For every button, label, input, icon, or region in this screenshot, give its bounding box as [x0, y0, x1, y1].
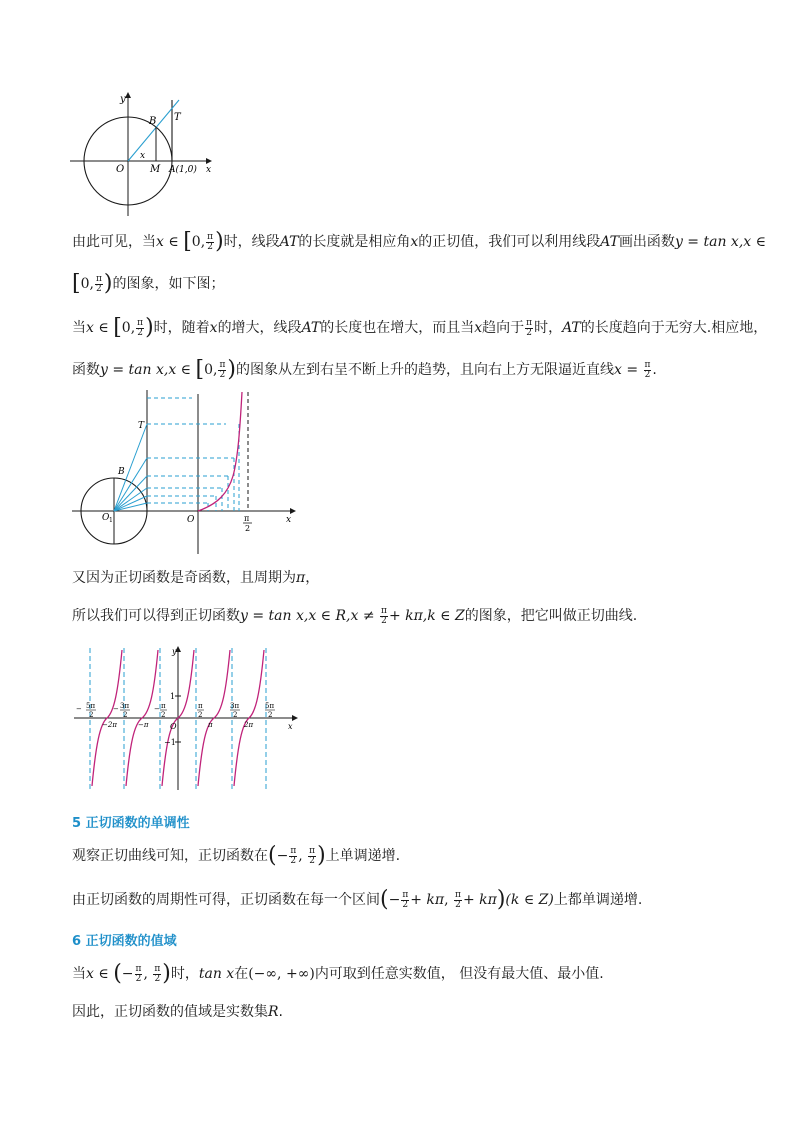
- math-range: (−∞, +∞): [248, 966, 315, 982]
- label-O1: O: [102, 513, 110, 523]
- svg-text:3π: 3π: [120, 702, 130, 710]
- math-comma: ,: [143, 966, 148, 982]
- text: 上单调递增.: [325, 848, 401, 864]
- text: 的图象从左到右呈不断上升的趋势，且向右上方无限逼近直线: [235, 362, 614, 378]
- fraction-pi-over-2: $\frac{\pi}{2}$: [135, 963, 142, 984]
- math-minus: −: [388, 892, 401, 908]
- paragraph-4: [72, 568, 319, 588]
- fraction-pi-over-2: $\frac{\pi}{2}$: [402, 889, 409, 910]
- horizontal-dashed-lines: [147, 398, 234, 503]
- svg-text:2: 2: [161, 711, 166, 719]
- label-B: B: [149, 116, 157, 127]
- math-k-in-Z: (k ∈ Z): [505, 892, 554, 908]
- math-x-equals: x =: [613, 362, 639, 378]
- math-in: ∈: [98, 966, 109, 982]
- math-k-pi: + kπ: [410, 892, 445, 908]
- section-6-paragraph-2: [72, 1002, 283, 1022]
- text: 的增大，线段: [217, 320, 302, 336]
- paragraph-2: [72, 315, 768, 340]
- fraction-pi-over-2: $\frac{\pi}{2}$: [309, 845, 316, 866]
- svg-text:5π: 5π: [265, 702, 275, 710]
- svg-text:π: π: [208, 721, 213, 729]
- label-pi: π: [244, 514, 250, 523]
- bracket: [: [72, 271, 81, 296]
- fraction-pi-over-2: $\frac{\pi}{2}$: [137, 317, 144, 338]
- fraction-pi-over-2: $\frac{\pi}{2}$: [290, 845, 297, 866]
- math-k-pi: + kπ: [462, 892, 497, 908]
- text: 由正切函数的周期性可得，正切函数在每一个区间: [72, 892, 380, 908]
- section-6-heading: 6 正切函数的值域: [72, 934, 177, 949]
- fraction-pi-over-2: $\frac{\pi}{2}$: [455, 889, 461, 910]
- text: 所以我们可以得到正切函数: [72, 608, 240, 624]
- svg-text:π: π: [198, 702, 203, 710]
- text: .: [652, 362, 657, 378]
- label-x: x: [286, 515, 292, 525]
- math-AT: AT: [600, 234, 619, 250]
- figure-tangent-construction: [68, 388, 300, 560]
- label-x: x: [206, 165, 212, 175]
- label-2: 2: [245, 524, 251, 533]
- label-O: O: [170, 722, 177, 731]
- text: 的长度也在增大，而且当: [320, 320, 475, 336]
- fraction-pi-over-2: $\frac{\pi}{2}$: [95, 273, 102, 294]
- label-angle-x: x: [140, 151, 146, 161]
- text: .: [278, 1004, 283, 1020]
- section-5-paragraph-2: [72, 887, 643, 912]
- math-x: x: [474, 320, 483, 336]
- bracket: (: [380, 887, 389, 912]
- svg-text:−: −: [154, 705, 160, 713]
- text: 趋向于: [482, 320, 525, 336]
- math-domain: + kπ,k ∈ Z: [388, 608, 465, 624]
- bracket: [: [183, 229, 192, 254]
- label-y: y: [172, 647, 177, 656]
- svg-text:2: 2: [233, 711, 238, 719]
- label-x: x: [288, 722, 293, 731]
- bracket: ): [227, 357, 236, 382]
- bracket: [: [195, 357, 205, 382]
- label-y: y: [120, 94, 126, 105]
- text: 当: [72, 320, 86, 336]
- figure-tangent-curves: [72, 644, 300, 792]
- svg-text:−2π: −2π: [102, 721, 117, 729]
- paragraph-1-line-1: [72, 229, 766, 254]
- svg-text:−: −: [76, 705, 82, 713]
- fraction-pi-over-2: $\frac{\pi}{2}$: [154, 963, 161, 984]
- label-O: O: [187, 515, 195, 525]
- bracket: ): [215, 229, 224, 254]
- label-O1-subscript: 1: [109, 517, 113, 524]
- text: 时，: [170, 966, 199, 982]
- math-function: y = tan x,x ∈: [674, 234, 766, 250]
- text: 函数: [72, 362, 100, 378]
- bracket: (: [268, 843, 277, 868]
- bracket: (: [113, 961, 122, 986]
- text: 由此可见，当: [72, 234, 156, 250]
- bracket: ): [145, 315, 154, 340]
- fraction-pi-over-2: $\frac{\pi}{2}$: [219, 359, 226, 380]
- paragraph-3: [72, 357, 657, 382]
- svg-text:2: 2: [268, 711, 273, 719]
- math-comma: ,: [444, 892, 449, 908]
- label-O: O: [116, 164, 125, 175]
- math-R: R: [268, 1004, 279, 1020]
- bracket: ): [103, 271, 113, 296]
- label-T: T: [138, 421, 145, 431]
- label-B: B: [118, 467, 125, 477]
- math-AT: AT: [562, 320, 581, 336]
- svg-text:π: π: [161, 702, 166, 710]
- text: 因此，正切函数的值域是实数集: [72, 1004, 268, 1020]
- text: 画出函数: [618, 234, 675, 250]
- math-x: x: [86, 320, 94, 336]
- bracket: ): [496, 887, 506, 912]
- text: 在: [234, 966, 249, 982]
- fraction-pi-over-2: $\frac{\pi}{2}$: [381, 605, 387, 626]
- label-A: A(1,0): [169, 165, 197, 175]
- math-in: ∈: [168, 234, 179, 250]
- text: ，: [305, 570, 320, 586]
- text: 时，线段: [223, 234, 280, 250]
- math-zero: 0,: [191, 234, 206, 250]
- math-function: y = tan x,x ∈ R,x ≠: [240, 608, 375, 624]
- bracket: [: [113, 315, 122, 340]
- tangent-curve: [198, 392, 242, 511]
- text: 当: [72, 966, 86, 982]
- math-function: y = tan x,x ∈: [100, 362, 192, 378]
- svg-text:2: 2: [198, 711, 203, 719]
- section-5-paragraph-1: [72, 843, 401, 868]
- svg-text:5π: 5π: [86, 702, 96, 710]
- math-zero: 0,: [80, 276, 94, 292]
- text: 的正切值，我们可以利用线段: [418, 234, 601, 250]
- fraction-pi-over-2: $\frac{\pi}{2}$: [526, 317, 533, 338]
- text: 时，随着: [153, 320, 210, 336]
- fraction-pi-over-2: $\frac{\pi}{2}$: [644, 359, 651, 380]
- math-tan-x: tan x: [198, 966, 235, 982]
- math-x: x: [410, 234, 419, 250]
- text: 的图象，如下图；: [112, 276, 225, 292]
- math-minus: −: [276, 848, 289, 864]
- fraction-pi-over-2: $\frac{\pi}{2}$: [207, 231, 214, 252]
- text: 时，: [534, 320, 563, 336]
- svg-text:−π: −π: [138, 721, 149, 729]
- label-one: 1: [170, 692, 176, 701]
- text: 的长度趋向于无穷大.相应地，: [580, 320, 768, 336]
- math-zero: 0,: [121, 320, 136, 336]
- math-AT: AT: [301, 320, 321, 336]
- paragraph-5: [72, 606, 637, 626]
- svg-text:−: −: [113, 705, 119, 713]
- figure-unit-circle-tangent: [64, 88, 214, 220]
- math-x: x: [209, 320, 218, 336]
- text: 上都单调递增.: [553, 892, 643, 908]
- section-5-heading: 5 正切函数的单调性: [72, 816, 190, 831]
- label-M: M: [150, 164, 161, 175]
- math-AT: AT: [279, 234, 299, 250]
- math-x: x: [156, 234, 164, 250]
- text: 的长度就是相应角: [298, 234, 411, 250]
- svg-text:2: 2: [89, 711, 94, 719]
- text: 观察正切曲线可知，正切函数在: [72, 848, 268, 864]
- math-minus: −: [121, 966, 134, 982]
- math-comma: ,: [298, 848, 303, 864]
- math-x: x: [86, 966, 94, 982]
- svg-text:3π: 3π: [230, 702, 240, 710]
- text: 又因为正切函数是奇函数，且周期为: [72, 570, 296, 586]
- svg-text:2π: 2π: [244, 721, 254, 729]
- text: 内可取到任意实数值， 但没有最大值、最小值.: [314, 966, 604, 982]
- paragraph-1-line-2: [72, 271, 225, 296]
- math-zero: 0,: [204, 362, 218, 378]
- label-minus-one: −1: [164, 738, 176, 747]
- math-in: ∈: [98, 320, 109, 336]
- bracket: ): [317, 843, 326, 868]
- bracket: ): [162, 961, 171, 986]
- text: 的图象，把它叫做正切曲线.: [464, 608, 638, 624]
- label-T: T: [174, 112, 181, 123]
- svg-text:2: 2: [123, 711, 128, 719]
- section-6-paragraph-1: [72, 961, 604, 986]
- math-pi: π: [296, 570, 306, 586]
